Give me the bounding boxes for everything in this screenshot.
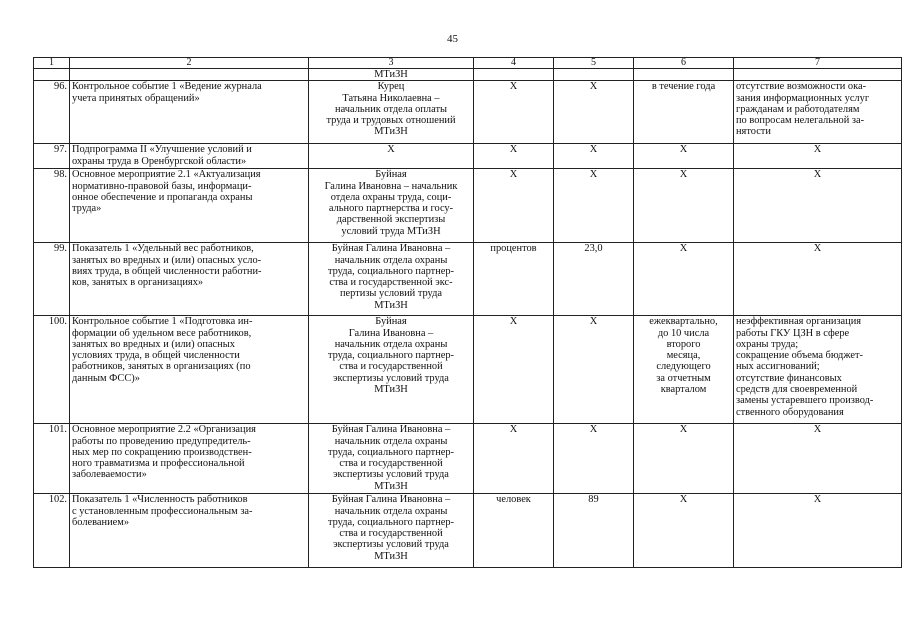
row-deadline: X <box>634 144 734 169</box>
row-risk: X <box>734 144 902 169</box>
row-number: 99. <box>34 243 70 316</box>
table-row <box>34 69 902 81</box>
row-number: 100. <box>34 316 70 424</box>
row-value: 89 <box>554 494 634 568</box>
row-responsible: Буйная Галина Ивановна – начальник отдела охраны труда, социального партнер- ства и государственной экспертизы условий труда МТиЗН <box>309 424 474 494</box>
row-responsible: Буйная Галина Ивановна – начальник отдела охраны труда, социального партнер- ства и государственной экспертизы условий труда МТиЗН <box>309 316 474 424</box>
row-name: Контрольное событие 1 «Ведение журнала учета принятых обращений» <box>70 81 309 144</box>
row-deadline: X <box>634 424 734 494</box>
table-row <box>34 169 902 243</box>
page-number: 45 <box>447 33 458 45</box>
column-number-5: 5 <box>554 58 634 69</box>
row-responsible: Курец Татьяна Николаевна – начальник отдела оплаты труда и трудовых отношений МТиЗН <box>309 81 474 144</box>
row-risk: X <box>734 169 902 243</box>
table-row <box>34 316 902 424</box>
row-risk: X <box>734 424 902 494</box>
row-name: Подпрограмма II «Улучшение условий и охраны труда в Оренбургской области» <box>70 144 309 169</box>
row-deadline: X <box>634 169 734 243</box>
column-number-3: 3 <box>309 58 474 69</box>
row-unit: X <box>474 169 554 243</box>
row-name: Показатель 1 «Численность работников с установленным профессиональным за- болеванием» <box>70 494 309 568</box>
row-deadline: ежеквартально, до 10 числа второго месяца, следующего за отчетным кварталом <box>634 316 734 424</box>
row-unit: X <box>474 424 554 494</box>
table-row <box>34 81 902 144</box>
row-name: Контрольное событие 1 «Подготовка ин- формации об удельном весе работников, занятых во вредных и (или) опасных условиях труда, в общей численности работников, занятых в организациях (по данным ФСС)» <box>70 316 309 424</box>
row-number: 98. <box>34 169 70 243</box>
row-responsible: Буйная Галина Ивановна – начальник отдела охраны труда, соци- ального партнерства и госу- дарственной экспертизы условий труда МТиЗН <box>309 169 474 243</box>
table-row <box>34 144 902 169</box>
row-value: X <box>554 81 634 144</box>
column-number-7: 7 <box>734 58 902 69</box>
row-responsible: X <box>309 144 474 169</box>
row-value: X <box>554 316 634 424</box>
row-risk: неэффективная организация работы ГКУ ЦЗН в сфере охраны труда; сокращение объема бюджет- ных ассигнований; отсутствие финансовых средств для своевременной замены устаревшего производ- ственного оборудования <box>734 316 902 424</box>
table-row <box>34 424 902 494</box>
row-value: X <box>554 169 634 243</box>
row-value: X <box>554 144 634 169</box>
row-unit: процентов <box>474 243 554 316</box>
row-responsible: Буйная Галина Ивановна – начальник отдела охраны труда, социального партнер- ства и государственной экс- пертизы условий труда МТиЗН <box>309 243 474 316</box>
row-responsible: МТиЗН <box>309 69 474 81</box>
row-unit: человек <box>474 494 554 568</box>
column-number-4: 4 <box>474 58 554 69</box>
row-unit: X <box>474 81 554 144</box>
row-value: X <box>554 424 634 494</box>
row-number <box>34 69 70 81</box>
row-risk: X <box>734 243 902 316</box>
column-number-2: 2 <box>70 58 309 69</box>
row-number: 102. <box>34 494 70 568</box>
row-risk <box>734 69 902 81</box>
row-deadline: X <box>634 494 734 568</box>
table-row <box>34 243 902 316</box>
row-responsible: Буйная Галина Ивановна – начальник отдела охраны труда, социального партнер- ства и государственной экспертизы условий труда МТиЗН <box>309 494 474 568</box>
row-number: 97. <box>34 144 70 169</box>
row-number: 101. <box>34 424 70 494</box>
row-deadline: в течение года <box>634 81 734 144</box>
row-risk: отсутствие возможности ока- зания информационных услуг гражданам и работодателям по вопросам нелегальной за- нятости <box>734 81 902 144</box>
row-name: Основное мероприятие 2.1 «Актуализация нормативно-правовой базы, информаци- онное обеспечение и пропаганда охраны труда» <box>70 169 309 243</box>
row-name: Показатель 1 «Удельный вес работников, занятых во вредных и (или) опасных усло- виях труда, в общей численности работни- ков, занятых в организациях» <box>70 243 309 316</box>
row-deadline <box>634 69 734 81</box>
row-unit: X <box>474 316 554 424</box>
row-value: 23,0 <box>554 243 634 316</box>
table-row <box>34 494 902 568</box>
program-table <box>33 57 902 568</box>
row-name <box>70 69 309 81</box>
column-number-6: 6 <box>634 58 734 69</box>
row-risk: X <box>734 494 902 568</box>
row-unit <box>474 69 554 81</box>
table-header-row <box>34 58 902 69</box>
row-unit: X <box>474 144 554 169</box>
column-number-1: 1 <box>34 58 70 69</box>
row-deadline: X <box>634 243 734 316</box>
row-value <box>554 69 634 81</box>
row-name: Основное мероприятие 2.2 «Организация работы по проведению предупредитель- ных мер по сокращению производствен- ного травматизма и профессиональной заболеваемости» <box>70 424 309 494</box>
row-number: 96. <box>34 81 70 144</box>
